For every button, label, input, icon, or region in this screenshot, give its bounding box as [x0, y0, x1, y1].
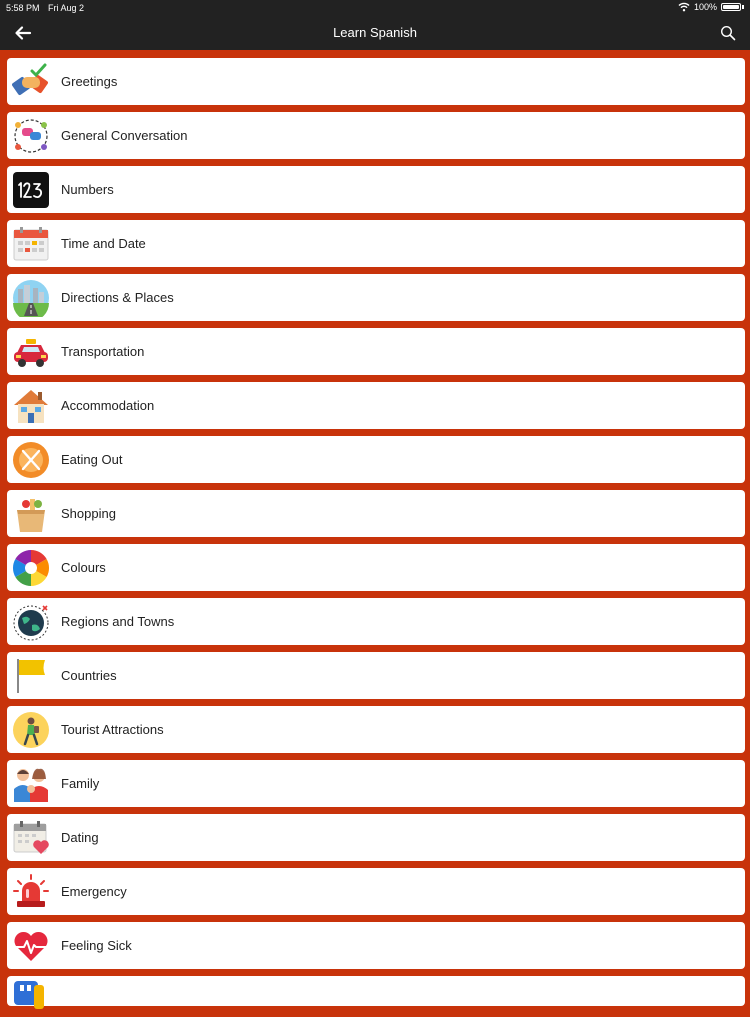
- conversation-icon: [12, 117, 50, 155]
- flag-icon: [12, 657, 50, 695]
- category-row-partial[interactable]: [7, 976, 745, 1006]
- search-icon[interactable]: [720, 25, 736, 41]
- category-row-greetings[interactable]: [7, 58, 745, 105]
- category-row-shopping[interactable]: [7, 490, 745, 537]
- battery-percent: 100%: [693, 2, 717, 12]
- category-label: Numbers: [61, 182, 114, 197]
- battery-nub: [742, 5, 744, 9]
- category-row-directions-places[interactable]: [7, 274, 745, 321]
- status-time: 5:58 PM: [6, 3, 40, 13]
- category-row-family[interactable]: [7, 760, 745, 807]
- status-right: [678, 2, 744, 12]
- color-wheel-icon: [12, 549, 50, 587]
- siren-icon: [12, 873, 50, 911]
- family-icon: [12, 765, 50, 803]
- status-date: Fri Aug 2: [48, 3, 85, 13]
- category-label: Countries: [61, 668, 117, 683]
- globe-icon: [12, 603, 50, 641]
- numbers-icon: [12, 171, 50, 209]
- category-label: Colours: [61, 560, 106, 575]
- category-label: Family: [61, 776, 100, 791]
- category-label: Accommodation: [61, 398, 155, 413]
- category-label: General Conversation: [61, 128, 188, 143]
- heartbeat-icon: [12, 927, 50, 965]
- taxi-icon: [12, 333, 50, 371]
- category-row-numbers[interactable]: [7, 166, 745, 213]
- category-row-emergency[interactable]: [7, 868, 745, 915]
- category-row-eating-out[interactable]: [7, 436, 745, 483]
- next-category-icon: [12, 979, 50, 1017]
- category-label: Regions and Towns: [61, 614, 175, 629]
- category-label: Transportation: [61, 344, 145, 359]
- page-title: Learn Spanish: [333, 25, 417, 40]
- dating-calendar-icon: [12, 819, 50, 857]
- category-label: Feeling Sick: [61, 938, 132, 953]
- handshake-icon: [12, 63, 50, 101]
- category-row-colours[interactable]: [7, 544, 745, 591]
- category-row-regions-and-towns[interactable]: [7, 598, 745, 645]
- category-label: Shopping: [61, 506, 116, 521]
- category-row-transportation[interactable]: [7, 328, 745, 375]
- wifi-icon: [678, 2, 690, 12]
- battery-icon: [721, 3, 741, 11]
- category-label: Time and Date: [61, 236, 146, 251]
- category-row-accommodation[interactable]: [7, 382, 745, 429]
- tourist-icon: [12, 711, 50, 749]
- shopping-bag-icon: [12, 495, 50, 533]
- category-label: Greetings: [61, 74, 118, 89]
- nav-bar: [0, 16, 750, 50]
- category-label: Directions & Places: [61, 290, 174, 305]
- status-bar: [0, 0, 750, 16]
- category-row-countries[interactable]: [7, 652, 745, 699]
- category-label: Emergency: [61, 884, 127, 899]
- category-label: Dating: [61, 830, 99, 845]
- cutlery-icon: [12, 441, 50, 479]
- category-label: Eating Out: [61, 452, 123, 467]
- category-row-dating[interactable]: [7, 814, 745, 861]
- category-row-tourist-attractions[interactable]: [7, 706, 745, 753]
- road-icon: [12, 279, 50, 317]
- category-row-time-and-date[interactable]: [7, 220, 745, 267]
- category-label: Tourist Attractions: [61, 722, 164, 737]
- category-row-general-conversation[interactable]: [7, 112, 745, 159]
- calendar-icon: [12, 225, 50, 263]
- house-icon: [12, 387, 50, 425]
- category-row-feeling-sick[interactable]: [7, 922, 745, 969]
